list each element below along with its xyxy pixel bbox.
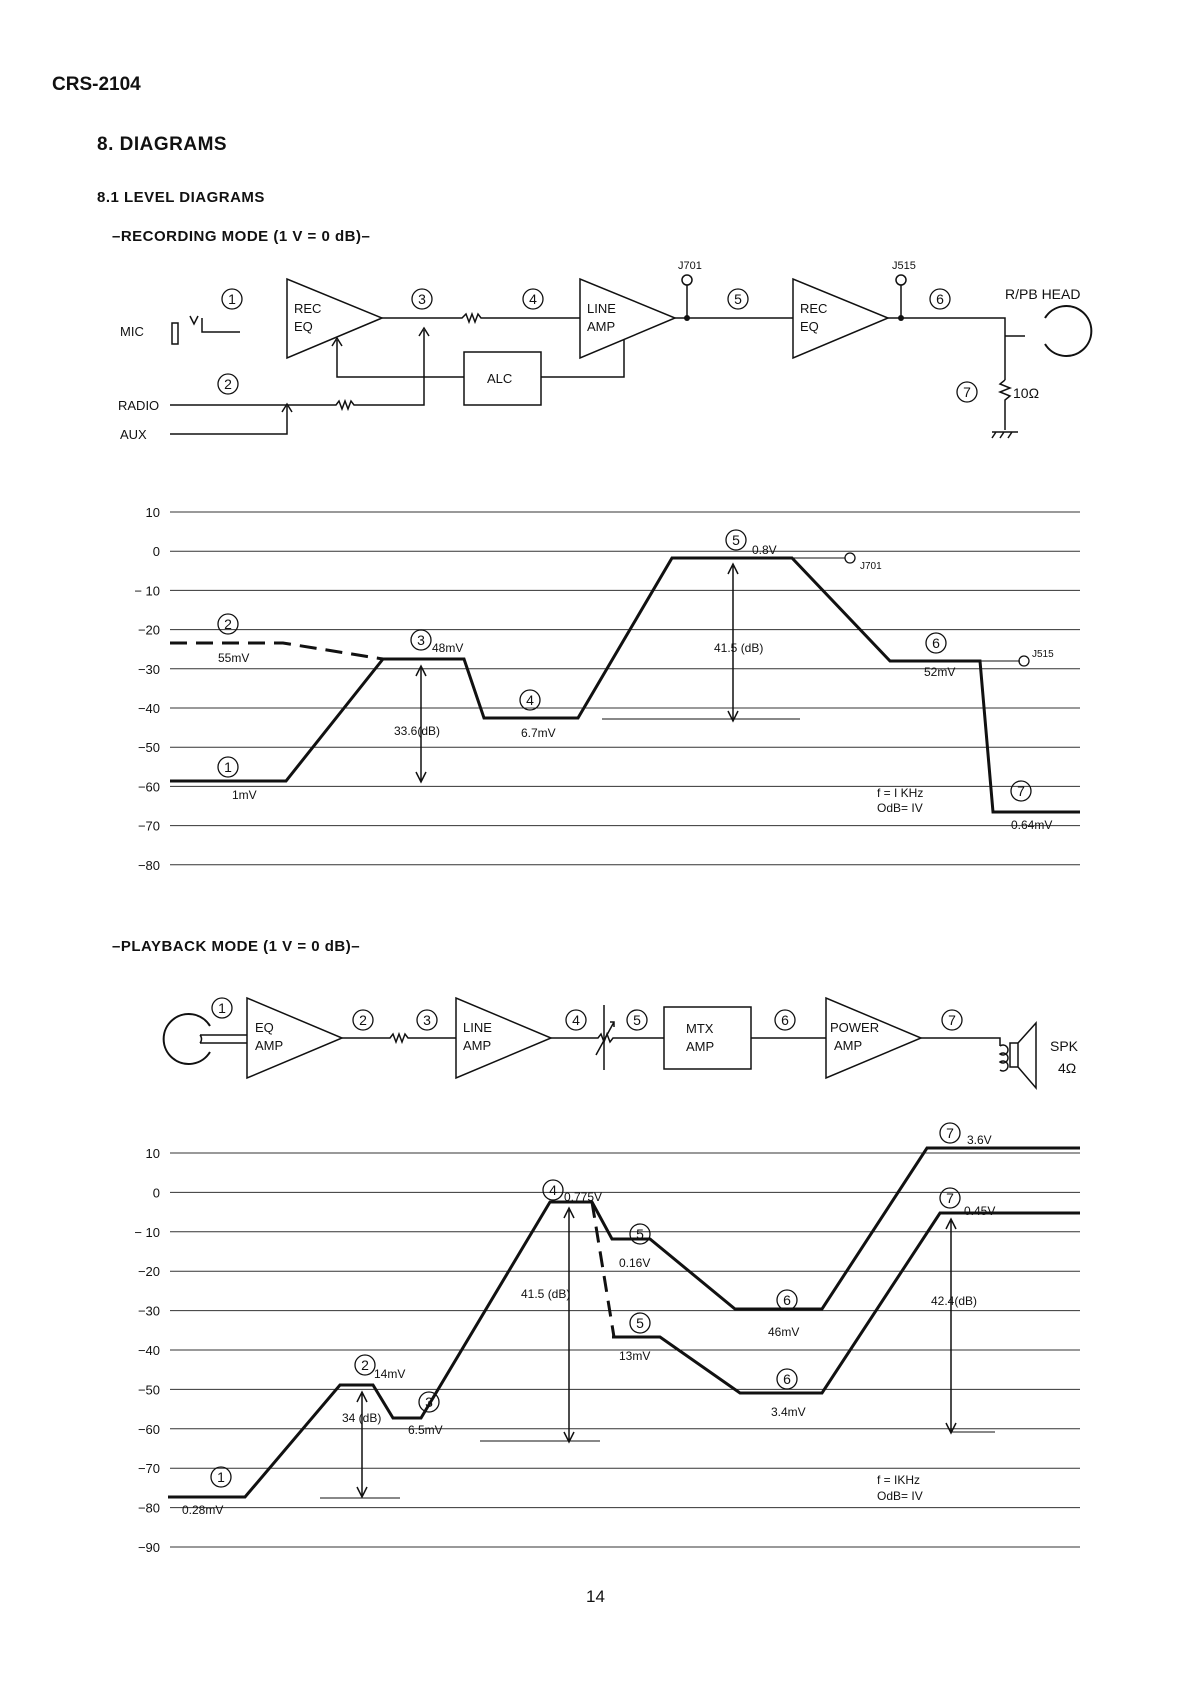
rec-odb-note: OdB= IV [877,801,923,815]
pb-p6a-value: 46mV [768,1325,800,1339]
j515-ref-icon [1019,656,1029,666]
section-title: 8. DIAGRAMS [97,134,228,155]
pb-head-icon [164,1014,210,1064]
pb-y-tick: −80 [137,1500,160,1516]
rec-j701-ref: J701 [860,561,882,572]
signal-wire-pb-4 [921,1038,1000,1046]
playback-chart-point-markers [211,1123,960,1487]
speaker-impedance: 4Ω [1058,1060,1077,1076]
j515-label: J515 [892,260,916,272]
svg-text:7: 7 [946,1125,954,1141]
speaker-label: SPK [1050,1038,1079,1054]
rec-p1-value: 1mV [232,788,257,802]
pb-dim-3-label: 42.4(dB) [931,1294,978,1308]
svg-text:4: 4 [572,1012,580,1028]
rec-freq-note: f = I KHz [877,786,924,800]
pb-freq-note: f = IKHz [877,1473,921,1487]
rpb-head-icon [1045,306,1091,356]
rec-y-tick: −50 [137,740,160,756]
svg-text:6: 6 [783,1371,791,1387]
mtx-amp-block [664,1007,751,1069]
pb-p7b-value: 0.45V [964,1204,996,1218]
pb-y-tick: 0 [152,1185,160,1201]
svg-text:3: 3 [423,1012,431,1028]
power-amp-label-2: AMP [834,1038,863,1053]
recording-chart-point-markers [218,530,1031,801]
pb-dim-arrow-1 [357,1392,367,1497]
line-amp-pb-label: LINE [463,1020,492,1035]
pb-y-tick: −70 [137,1461,160,1477]
j701-ref-icon [845,553,855,563]
alc-label: ALC [487,371,513,386]
svg-text:5: 5 [636,1315,644,1331]
recording-mode-title: –RECORDING MODE (1 V = 0 dB)– [112,228,371,245]
playback-level-trace-upper [168,1148,1080,1497]
pb-p5b-value: 13mV [619,1349,651,1363]
pb-dim-2-label: 41.5 (dB) [521,1287,571,1301]
coil-icon [1000,1045,1008,1071]
rec-eq-1-label-2: EQ [294,319,313,334]
pb-p1-value: 0.28mV [182,1503,224,1517]
svg-text:5: 5 [734,291,742,307]
pb-p6b-value: 3.4mV [771,1405,806,1419]
signal-wire-rec-1 [382,314,580,322]
mtx-amp-label: MTX [686,1021,714,1036]
svg-text:6: 6 [783,1292,791,1308]
rec-p4-value: 6.7mV [521,726,556,740]
svg-text:2: 2 [224,616,232,632]
svg-text:1: 1 [217,1469,225,1485]
playback-y-axis [134,1146,160,1555]
recording-value-labels [218,543,1054,832]
rec-eq-2-label: REC [800,301,828,316]
recording-y-axis [134,505,160,873]
rec-y-tick: −80 [137,857,160,873]
svg-text:4: 4 [529,291,537,307]
pb-y-tick: −50 [137,1382,160,1398]
pb-p7a-value: 3.6V [967,1133,992,1147]
model-number: CRS-2104 [52,74,141,95]
recording-level-chart [134,505,1080,873]
rec-y-tick: −40 [137,701,160,716]
pb-odb-note: OdB= IV [877,1489,923,1503]
svg-text:6: 6 [932,635,940,651]
page-number: 14 [586,1587,605,1606]
line-amp-rec-label: LINE [587,301,616,316]
radio-level-trace [170,643,383,659]
svg-text:1: 1 [224,759,232,775]
radio-wire [170,330,424,409]
aux-label: AUX [120,427,147,442]
pb-dim-1-label: 34 (dB) [342,1411,382,1425]
rec-p5-value: 0.8V [752,543,777,557]
recording-level-trace [170,558,1080,812]
svg-text:5: 5 [636,1226,644,1242]
rec-p3-value: 48mV [432,641,464,655]
svg-text:2: 2 [224,376,232,392]
recording-grid [170,512,1080,865]
rpb-head-label: R/PB HEAD [1005,286,1081,302]
svg-text:3: 3 [418,291,426,307]
rec-extension-lines [602,558,1020,719]
mic-icon [172,323,178,344]
svg-text:7: 7 [963,384,971,400]
svg-text:1: 1 [228,291,236,307]
j701-label: J701 [678,260,702,272]
eq-amp-label: EQ [255,1020,274,1035]
playback-block-diagram [164,998,1079,1088]
svg-text:3: 3 [417,632,425,648]
pb-y-tick: −40 [137,1343,160,1358]
playback-level-trace-lower [612,1213,1080,1393]
pb-y-tick: −20 [137,1264,160,1280]
rec-dim-2-label: 41.5 (dB) [714,641,764,655]
eq-amp-label-2: AMP [255,1038,284,1053]
rec-y-tick: 0 [152,544,160,560]
rec-dim-1-label: 33.6(dB) [394,724,441,738]
svg-text:7: 7 [946,1190,954,1206]
svg-text:5: 5 [633,1012,641,1028]
rec-p7-value: 0.64mV [1011,818,1053,832]
line-amp-rec-label-2: AMP [587,319,616,334]
pb-y-tick: −30 [137,1303,160,1319]
playback-mode-title: –PLAYBACK MODE (1 V = 0 dB)– [112,938,361,955]
rec-p6-value: 52mV [924,665,956,679]
pb-y-tick: −60 [137,1421,160,1437]
svg-text:7: 7 [1017,783,1025,799]
speaker-icon [1010,1023,1036,1088]
line-amp-pb-label-2: AMP [463,1038,492,1053]
svg-text:1: 1 [218,1000,226,1016]
signal-wire-rec-3 [888,318,1005,336]
pb-head-wires [200,1035,247,1043]
j701-jack-icon [682,275,692,285]
signal-wire-pb-1 [342,1034,456,1042]
radio-label: RADIO [118,398,160,413]
pb-p3-value: 6.5mV [408,1423,443,1437]
svg-text:3: 3 [425,1394,433,1410]
pb-p2-value: 14mV [374,1367,406,1381]
pb-p5a-value: 0.16V [619,1256,651,1270]
j515-jack-icon [896,275,906,285]
svg-text:4: 4 [526,692,534,708]
mic-wire [190,316,240,332]
pb-dim-arrow-3 [946,1219,956,1433]
rec-y-tick: −30 [137,661,160,677]
rec-eq-2-label-2: EQ [800,319,819,334]
svg-text:4: 4 [549,1182,557,1198]
pb-dim-arrow-2 [564,1208,574,1442]
aux-wire [170,406,287,434]
svg-text:7: 7 [948,1012,956,1028]
head-wire [1005,336,1025,380]
pb-p4-value: 0.775V [564,1190,603,1204]
rec-y-tick: −60 [137,779,160,795]
rec-j515-ref: J515 [1032,649,1054,660]
playback-level-chart [134,1123,1080,1555]
resistor-label: 10Ω [1013,385,1040,401]
section-subtitle: 8.1 LEVEL DIAGRAMS [97,189,265,206]
ground-icon [992,432,1018,438]
svg-text:6: 6 [936,291,944,307]
power-amp-label: POWER [830,1020,880,1035]
pb-y-tick: −90 [137,1540,160,1555]
svg-text:6: 6 [781,1012,789,1028]
rec-y-tick: 10 [145,505,160,520]
mic-label: MIC [120,324,144,339]
resistor-10-ohm [1000,380,1010,430]
svg-text:2: 2 [361,1357,369,1373]
pb-y-tick: − 10 [134,1224,160,1240]
mtx-amp-label-2: AMP [686,1039,715,1054]
rec-y-tick: −20 [137,622,160,638]
rec-y-tick: −70 [137,818,160,834]
svg-text:5: 5 [732,532,740,548]
rec-y-tick: − 10 [134,583,160,599]
svg-text:2: 2 [359,1012,367,1028]
playback-value-labels [182,1133,995,1517]
pb-y-tick: 10 [145,1146,160,1161]
rec-eq-1-label: REC [294,301,322,316]
rec-p2-value: 55mV [218,651,250,665]
recording-block-diagram [118,260,1091,442]
alc-feedback-wire [337,340,624,377]
